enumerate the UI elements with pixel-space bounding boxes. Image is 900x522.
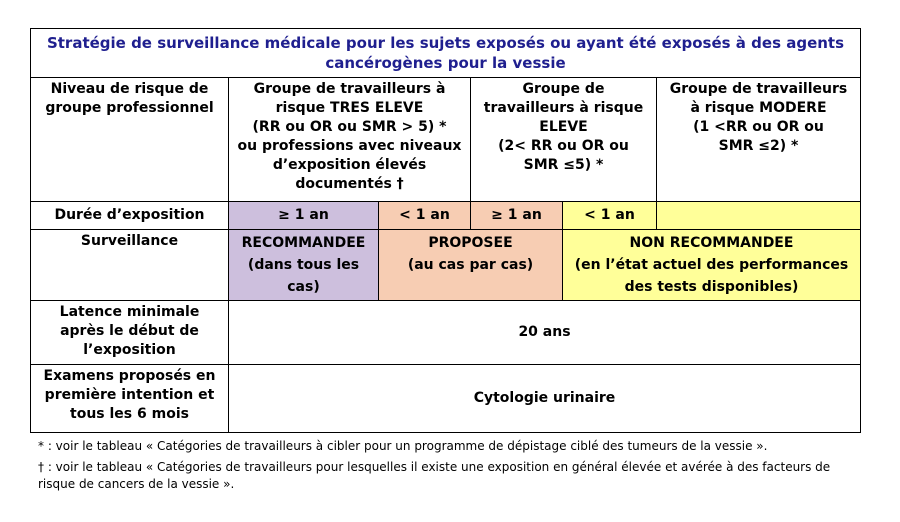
surveillance-proposed: PROPOSEE (au cas par cas) — [379, 230, 563, 301]
header-moderate-risk: Groupe de travailleurs à risque MODERE (1 <RR ou OR ou SMR ≤2) * — [657, 78, 861, 202]
duration-high-lt1: < 1 an — [563, 202, 657, 230]
duration-moderate — [657, 202, 861, 230]
exams-value: Cytologie urinaire — [229, 365, 861, 433]
surveillance-not-recommended: NON RECOMMANDEE (en l’état actuel des performances des tests disponibles) — [563, 230, 861, 301]
surveillance-recommended: RECOMMANDEE (dans tous les cas) — [229, 230, 379, 301]
duration-very-high-ge1: ≥ 1 an — [229, 202, 379, 230]
surveillance-strategy-table — [30, 28, 861, 433]
header-risk-level: Niveau de risque de groupe professionnel — [31, 78, 229, 202]
duration-very-high-lt1: < 1 an — [379, 202, 471, 230]
duration-high-ge1: ≥ 1 an — [471, 202, 563, 230]
header-high-risk: Groupe de travailleurs à risque ELEVE (2< RR ou OR ou SMR ≤5) * — [471, 78, 657, 202]
exams-label: Examens proposés en première intention et tous les 6 mois — [31, 365, 229, 433]
latency-value: 20 ans — [229, 301, 861, 365]
footnote-dagger: † : voir le tableau « Catégories de travailleurs pour lesquelles il existe une exposition en général élevée et avérée à des facteurs de risque de cancers de la vessie ». — [38, 460, 831, 491]
duration-label: Durée d’exposition — [31, 202, 229, 230]
surveillance-label: Surveillance — [31, 230, 229, 301]
latency-label: Latence minimale après le début de l’exposition — [31, 301, 229, 365]
footnote-asterisk: * : voir le tableau « Catégories de travailleurs à cibler pour un programme de dépistage ciblé des tumeurs de la vessie ». — [38, 439, 768, 453]
table-title: Stratégie de surveillance médicale pour les sujets exposés ou ayant été exposés à des agents cancérogènes pour la vessie — [31, 29, 861, 78]
footnotes — [38, 438, 868, 497]
header-very-high-risk: Groupe de travailleurs à risque TRES ELEVE (RR ou OR ou SMR > 5) * ou professions avec niveaux d’exposition élevés documentés † — [229, 78, 471, 202]
